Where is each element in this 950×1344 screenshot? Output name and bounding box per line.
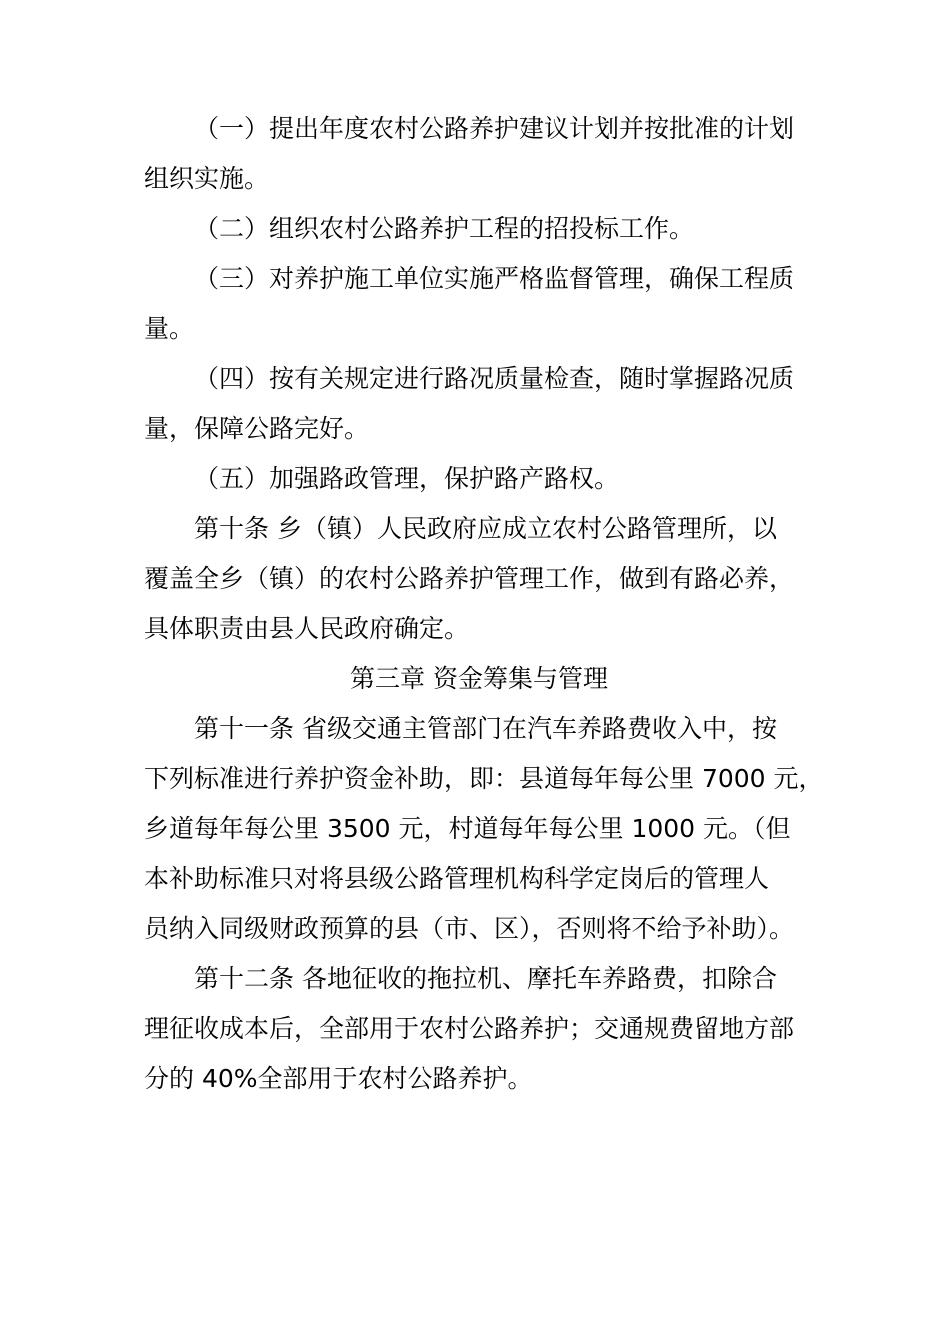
article-12 <box>144 954 814 1104</box>
text-line: 量。 <box>144 314 195 343</box>
text-line: （三）对养护施工单位实施严格监督管理，确保工程质 <box>194 264 795 293</box>
text-line: 第十二条 各地征收的拖拉机、摩托车养路费，扣除合 <box>194 964 777 993</box>
text-line: （五）加强路政管理，保护路产路权。 <box>194 464 620 493</box>
text-line: 具体职责由县人民政府确定。 <box>144 614 470 643</box>
article-10 <box>144 504 814 654</box>
list-item-5 <box>144 454 814 504</box>
article-11 <box>144 704 824 954</box>
text-line: 下列标准进行养护资金补助，即：县道每年每公里 7000 元， <box>144 764 824 793</box>
chapter-heading: 第三章 资金筹集与管理 <box>350 664 608 693</box>
text-line: 量，保障公路完好。 <box>144 414 370 443</box>
list-item-2 <box>144 204 814 254</box>
text-line: 组织实施。 <box>144 164 270 193</box>
text-line: 乡道每年每公里 3500 元，村道每年每公里 1000 元。（但 <box>144 814 791 843</box>
text-line: （二）组织农村公路养护工程的招投标工作。 <box>194 214 695 243</box>
text-line: 覆盖全乡（镇）的农村公路养护管理工作，做到有路必养， <box>144 564 795 593</box>
text-line: （四）按有关规定进行路况质量检查，随时掌握路况质 <box>194 364 795 393</box>
text-line: 第十一条 省级交通主管部门在汽车养路费收入中，按 <box>194 714 777 743</box>
list-item-3 <box>144 254 814 354</box>
text-line: 本补助标准只对将县级公路管理机构科学定岗后的管理人 <box>144 864 770 893</box>
text-line: 理征收成本后，全部用于农村公路养护；交通规费留地方部 <box>144 1014 795 1043</box>
document-body <box>144 104 824 1104</box>
text-line: 分的 40%全部用于农村公路养护。 <box>144 1064 533 1093</box>
text-line: 员纳入同级财政预算的县（市、区），否则将不给予补助）。 <box>144 914 795 943</box>
text-line: （一）提出年度农村公路养护建议计划并按批准的计划 <box>194 114 795 143</box>
list-item-1 <box>144 104 814 204</box>
list-item-4 <box>144 354 814 454</box>
text-line: 第十条 乡（镇）人民政府应成立农村公路管理所，以 <box>194 514 777 543</box>
